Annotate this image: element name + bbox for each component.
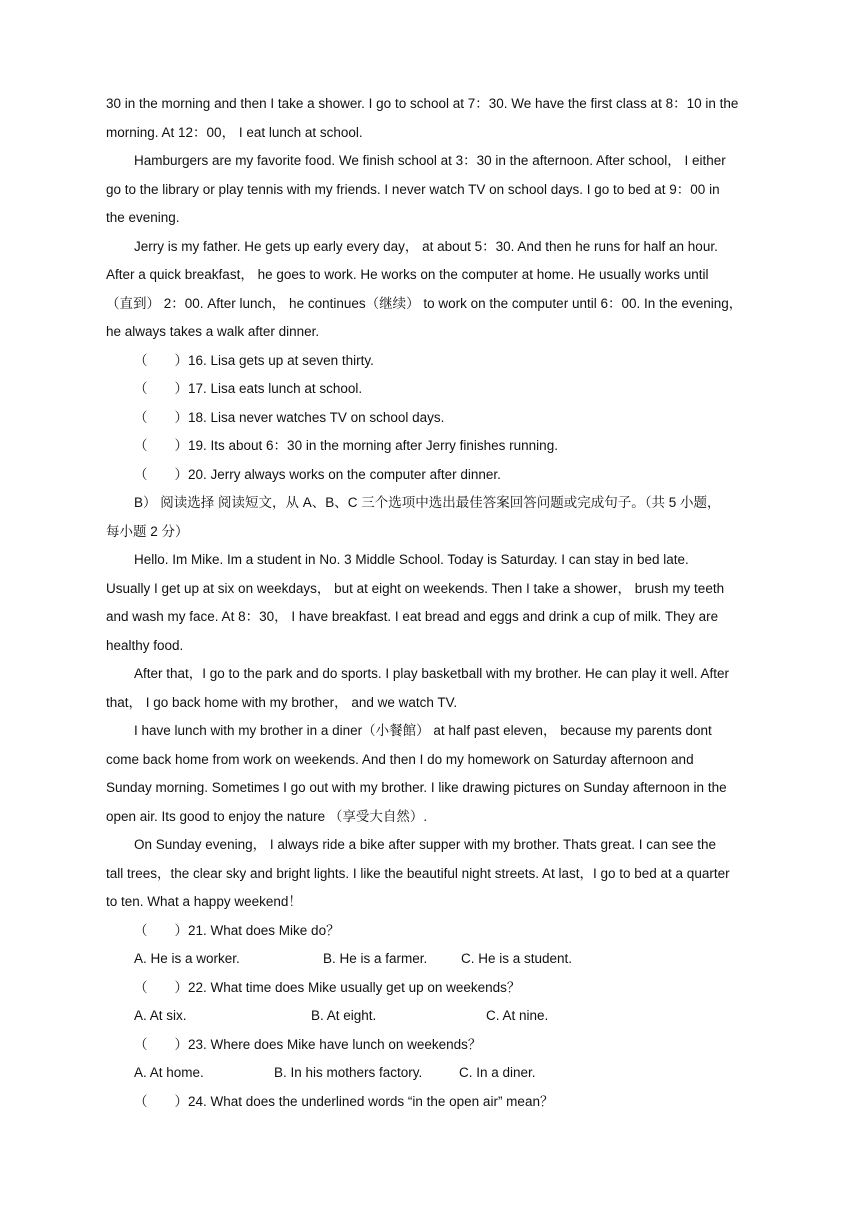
- passage-line: go to the library or play tennis with my friends. I never watch TV on school days. I go to bed at 9：00 in: [106, 181, 720, 197]
- passage-line: （直到） 2：00. After lunch， he continues（继续） to work on the computer until 6：00. In the evening，: [106, 295, 743, 311]
- multiple-choice-questions: [106, 919, 756, 1119]
- option-b: B. In his mothers factory.: [274, 1065, 423, 1080]
- passage-line: 30 in the morning and then I take a shower. I go to school at 7：30. We have the first class at 8：10 in the: [106, 96, 739, 111]
- question-18: （ ）18. Lisa never watches TV on school days.: [134, 409, 445, 425]
- section-heading-cont: 每小题 2 分）: [106, 523, 189, 539]
- option-b: B. He is a farmer.: [323, 951, 428, 966]
- passage-line: and wash my face. At 8：30， I have breakfast. I eat bread and eggs and drink a cup of milk. They are: [106, 609, 719, 624]
- passage-line: that， I go back home with my brother， and we watch TV.: [106, 694, 458, 710]
- passage-line: morning. At 12：00， I eat lunch at school.: [106, 124, 363, 140]
- passage-line: After a quick breakfast， he goes to work. He works on the computer at home. He usually works until: [106, 267, 709, 282]
- option-a: A. He is a worker.: [134, 951, 240, 966]
- question-22: （ ）22. What time does Mike usually get up on weekends？: [134, 979, 521, 995]
- question-21: （ ）21. What does Mike do？: [134, 922, 340, 938]
- passage-a: [106, 92, 756, 349]
- question-21-options: [106, 947, 756, 976]
- option-c: C. At nine.: [486, 1008, 549, 1023]
- document-page: [106, 92, 756, 1118]
- question-23-options: [106, 1061, 756, 1090]
- question-16: （ ）16. Lisa gets up at seven thirty.: [134, 352, 374, 368]
- question-22-options: [106, 1004, 756, 1033]
- option-c: C. In a diner.: [459, 1065, 536, 1080]
- option-a: A. At home.: [134, 1065, 204, 1080]
- passage-line: Jerry is my father. He gets up early every day， at about 5：30. And then he runs for half an hour.: [134, 238, 718, 254]
- passage-line: healthy food.: [106, 637, 184, 653]
- passage-line: the evening.: [106, 210, 180, 225]
- option-c: C. He is a student.: [461, 951, 573, 966]
- option-a: A. At six.: [134, 1008, 187, 1023]
- passage-line: Hamburgers are my favorite food. We finish school at 3：30 in the afternoon. After school， I either: [134, 153, 726, 168]
- passage-line: open air. Its good to enjoy the nature （享受大自然）.: [106, 808, 428, 824]
- passage-line: Hello. Im Mike. Im a student in No. 3 Middle School. Today is Saturday. I can stay in bed late.: [134, 552, 689, 567]
- question-23: （ ）23. Where does Mike have lunch on weekends？: [134, 1036, 482, 1052]
- passage-line: I have lunch with my brother in a diner（小餐館） at half past eleven， because my parents dont: [134, 723, 712, 738]
- passage-line: Usually I get up at six on weekdays， but at eight on weekends. Then I take a shower， brush my teeth: [106, 580, 725, 596]
- option-b: B. At eight.: [311, 1008, 377, 1023]
- question-20: （ ）20. Jerry always works on the computer after dinner.: [134, 466, 501, 482]
- section-b-instructions: [106, 491, 756, 548]
- passage-line: he always takes a walk after dinner.: [106, 324, 320, 339]
- passage-b: [106, 548, 756, 919]
- question-19: （ ）19. Its about 6：30 in the morning after Jerry finishes running.: [134, 438, 558, 453]
- passage-line: come back home from work on weekends. And then I do my homework on Saturday afternoon and: [106, 751, 694, 767]
- true-false-questions: [106, 349, 756, 492]
- section-heading: B） 阅读选择 阅读短文，从 A、B、C 三个选项中选出最佳答案回答问题或完成句子。（共 5 小题，: [134, 495, 721, 510]
- question-24: （ ）24. What does the underlined words “in the open air” mean？: [134, 1093, 554, 1109]
- passage-line: On Sunday evening， I always ride a bike after supper with my brother. Thats great. I can see the: [134, 837, 717, 852]
- passage-line: to ten. What a happy weekend！: [106, 894, 302, 909]
- question-17: （ ）17. Lisa eats lunch at school.: [134, 381, 363, 396]
- passage-line: After that，I go to the park and do sports. I play basketball with my brother. He can play it well. After: [134, 666, 730, 681]
- passage-line: tall trees，the clear sky and bright lights. I like the beautiful night streets. At last，I go to bed at a quarter: [106, 865, 730, 881]
- passage-line: Sunday morning. Sometimes I go out with my brother. I like drawing pictures on Sunday afternoon in the: [106, 780, 727, 795]
